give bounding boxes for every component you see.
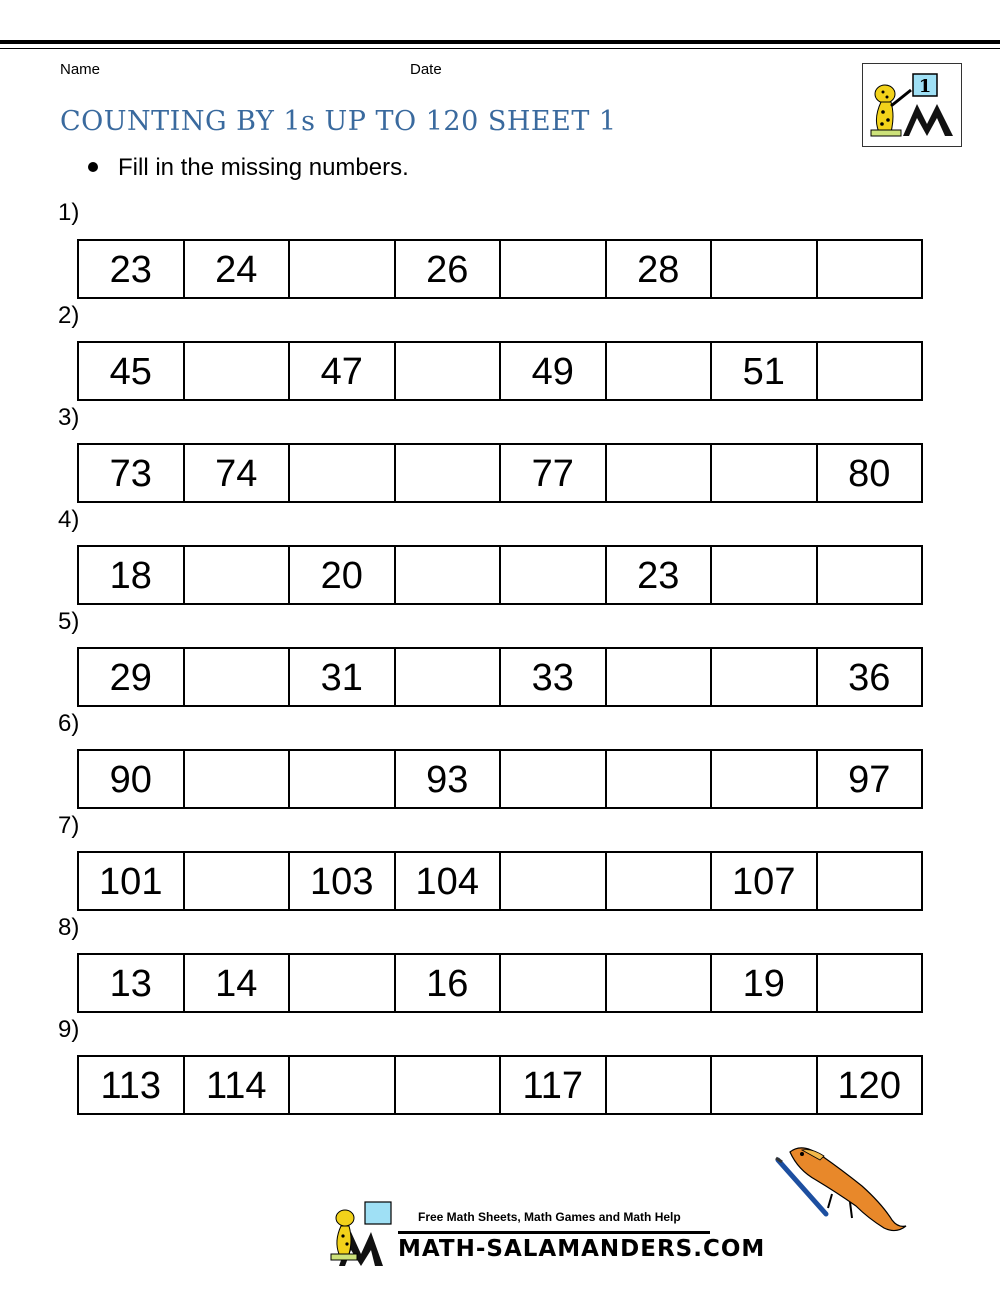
number-cell: 14 xyxy=(185,955,291,1011)
number-cell: 16 xyxy=(396,955,502,1011)
question-number: 2) xyxy=(58,302,80,329)
blank-answer-cell[interactable] xyxy=(185,853,291,909)
question-number: 7) xyxy=(58,812,80,839)
number-cell: 28 xyxy=(607,241,713,297)
blank-answer-cell[interactable] xyxy=(290,1057,396,1113)
blank-answer-cell[interactable] xyxy=(396,547,502,603)
number-cell: 73 xyxy=(79,445,185,501)
salamander-mascot-icon xyxy=(772,1134,912,1234)
salamander-logo-icon xyxy=(863,64,961,146)
blank-answer-cell[interactable] xyxy=(501,853,607,909)
question-number: 9) xyxy=(58,1016,80,1043)
blank-answer-cell[interactable] xyxy=(501,547,607,603)
number-cell: 36 xyxy=(848,656,891,699)
footer-tagline: Free Math Sheets, Math Games and Math Help xyxy=(418,1210,681,1224)
blank-answer-cell[interactable] xyxy=(818,853,922,909)
blank-answer-cell[interactable] xyxy=(290,445,396,501)
number-cell: 45 xyxy=(79,343,185,399)
instruction xyxy=(88,154,409,182)
number-cell: 97 xyxy=(848,758,891,801)
number-cell: 29 xyxy=(79,649,185,705)
number-row xyxy=(77,545,923,605)
number-row xyxy=(77,953,923,1013)
blank-answer-cell[interactable] xyxy=(712,751,818,807)
number-cell: 31 xyxy=(290,649,396,705)
blank-answer-cell[interactable] xyxy=(501,751,607,807)
number-cell: 103 xyxy=(290,853,396,909)
number-cell: 13 xyxy=(79,955,185,1011)
number-cell: 93 xyxy=(396,751,502,807)
number-cell: 117 xyxy=(501,1057,607,1113)
number-cell: 49 xyxy=(501,343,607,399)
number-row xyxy=(77,851,923,911)
blank-answer-cell[interactable] xyxy=(607,649,713,705)
number-cell: 80 xyxy=(848,452,891,495)
blank-answer-cell[interactable] xyxy=(185,751,291,807)
number-cell: 33 xyxy=(501,649,607,705)
blank-answer-cell[interactable] xyxy=(501,241,607,297)
footer-brand-rule xyxy=(398,1231,710,1234)
question-number: 6) xyxy=(58,710,80,737)
number-cell: 19 xyxy=(712,955,818,1011)
blank-answer-cell[interactable] xyxy=(185,343,291,399)
blank-answer-cell[interactable] xyxy=(290,955,396,1011)
number-cell: 90 xyxy=(79,751,185,807)
number-cell: 120 xyxy=(837,1064,901,1107)
blank-answer-cell[interactable] xyxy=(396,649,502,705)
blank-answer-cell[interactable] xyxy=(712,547,818,603)
question-number: 8) xyxy=(58,914,80,941)
number-cell: 51 xyxy=(712,343,818,399)
number-cell: 47 xyxy=(290,343,396,399)
blank-answer-cell[interactable] xyxy=(818,343,922,399)
number-row xyxy=(77,239,923,299)
date-label: Date xyxy=(410,61,442,78)
question-number: 3) xyxy=(58,404,80,431)
logo-badge-number: 1 xyxy=(918,76,932,97)
bullet-icon xyxy=(88,162,98,172)
blank-answer-cell[interactable] xyxy=(607,853,713,909)
number-cell: 23 xyxy=(607,547,713,603)
question-number: 1) xyxy=(58,199,80,226)
question-number: 5) xyxy=(58,608,80,635)
blank-answer-cell[interactable] xyxy=(607,343,713,399)
name-label: Name xyxy=(60,61,101,78)
blank-answer-cell[interactable] xyxy=(712,1057,818,1113)
number-cell: 114 xyxy=(185,1057,291,1113)
blank-answer-cell[interactable] xyxy=(396,343,502,399)
question-number: 4) xyxy=(58,506,80,533)
blank-answer-cell[interactable] xyxy=(501,955,607,1011)
number-cell: 107 xyxy=(712,853,818,909)
footer-salamander-icon xyxy=(325,1196,405,1268)
logo-box xyxy=(862,63,962,147)
blank-answer-cell[interactable] xyxy=(607,751,713,807)
blank-answer-cell[interactable] xyxy=(607,955,713,1011)
number-cell: 104 xyxy=(396,853,502,909)
blank-answer-cell[interactable] xyxy=(290,751,396,807)
blank-answer-cell[interactable] xyxy=(712,649,818,705)
header-rule-thick xyxy=(0,40,1000,44)
blank-answer-cell[interactable] xyxy=(607,1057,713,1113)
blank-answer-cell[interactable] xyxy=(607,445,713,501)
instruction-text: Fill in the missing numbers. xyxy=(118,154,409,181)
number-cell: 74 xyxy=(185,445,291,501)
blank-answer-cell[interactable] xyxy=(185,547,291,603)
number-row xyxy=(77,1055,923,1115)
number-cell: 26 xyxy=(396,241,502,297)
number-cell: 101 xyxy=(79,853,185,909)
blank-answer-cell[interactable] xyxy=(712,241,818,297)
number-row xyxy=(77,443,923,503)
header-rule-thin xyxy=(0,48,1000,49)
blank-answer-cell[interactable] xyxy=(818,241,922,297)
number-row xyxy=(77,647,923,707)
blank-answer-cell[interactable] xyxy=(185,649,291,705)
page-title: COUNTING BY 1s UP TO 120 SHEET 1 xyxy=(60,106,617,137)
blank-answer-cell[interactable] xyxy=(290,241,396,297)
number-cell: 23 xyxy=(79,241,185,297)
number-row xyxy=(77,749,923,809)
number-row xyxy=(77,341,923,401)
number-cell: 77 xyxy=(501,445,607,501)
blank-answer-cell[interactable] xyxy=(712,445,818,501)
number-cell: 18 xyxy=(79,547,185,603)
footer-brand: MATH-SALAMANDERS.COM xyxy=(398,1236,766,1262)
blank-answer-cell[interactable] xyxy=(396,445,502,501)
number-cell: 20 xyxy=(290,547,396,603)
blank-answer-cell[interactable] xyxy=(818,955,922,1011)
blank-answer-cell[interactable] xyxy=(818,547,922,603)
number-cell: 24 xyxy=(185,241,291,297)
blank-answer-cell[interactable] xyxy=(396,1057,502,1113)
number-cell: 113 xyxy=(79,1057,185,1113)
